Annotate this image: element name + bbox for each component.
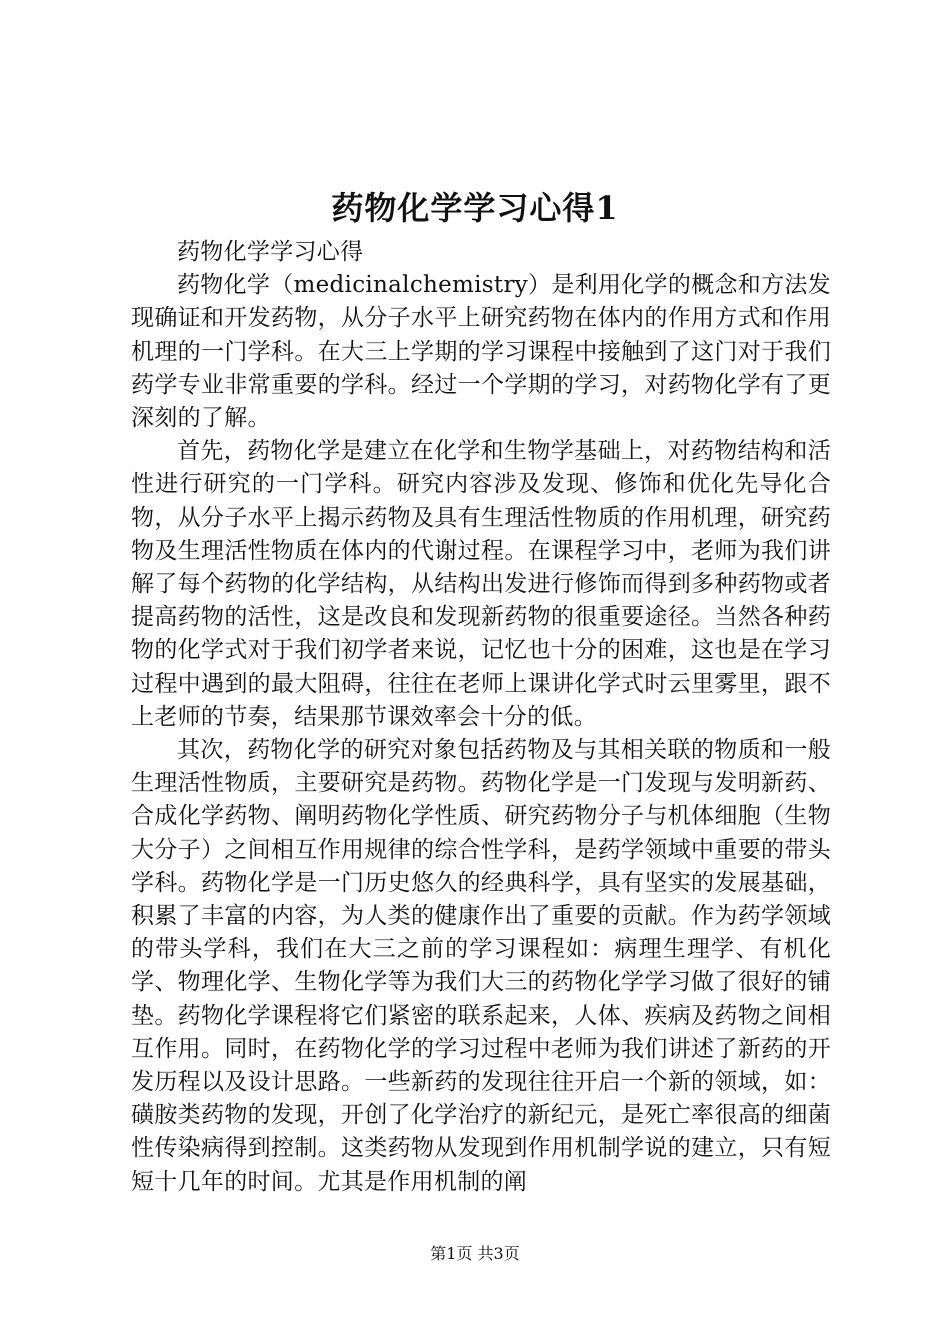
paragraph: 首先，药物化学是建立在化学和生物学基础上，对药物结构和活性进行研究的一门学科。研究内容涉及发现、修饰和优化先导化合物，从分子水平上揭示药物及具有生理活性物质的作用机理，研究药物及生理活性物质在体内的代谢过程。在课程学习中，老师为我们讲解了每个药物的化学结构，从结构出发进行修饰而得到多种药物或者提高药物的活性，这是改良和发现新药物的很重要途径。当然各种药物的化学式对于我们初学者来说，记忆也十分的困难，这也是在学习过程中遇到的最大阻碍，往往在老师上课讲化学式时云里雾里，跟不上老师的节奏，结果那节课效率会十分的低。 (131, 438, 831, 730)
document-body (131, 236, 831, 1199)
paragraph: 药物化学（medicinalchemistry）是利用化学的概念和方法发现确证和开发药物，从分子水平上研究药物在体内的作用方式和作用机理的一门学科。在大三上学期的学习课程中接触到了这门对于我们药学专业非常重要的学科。经过一个学期的学习，对药物化学有了更深刻的了解。 (131, 272, 831, 432)
paragraph: 其次，药物化学的研究对象包括药物及与其相关联的物质和一般生理活性物质，主要研究是药物。药物化学是一门发现与发明新药、合成化学药物、阐明药物化学性质、研究药物分子与机体细胞（生物大分子）之间相互作用规律的综合性学科，是药学领域中重要的带头学科。药物化学是一门历史悠久的经典科学，具有坚实的发展基础，积累了丰富的内容，为人类的健康作出了重要的贡献。作为药学领域的带头学科，我们在大三之前的学习课程如：病理生理学、有机化学、物理化学、生物化学等为我们大三的药物化学学习做了很好的铺垫。药物化学课程将它们紧密的联系起来，人体、疾病及药物之间相互作用。同时，在药物化学的学习过程中老师为我们讲述了新药的开发历程以及设计思路。一些新药的发现往往开启一个新的领域，如：磺胺类药物的发现，开创了化学治疗的新纪元，是死亡率很高的细菌性传染病得到控制。这类药物从发现到作用机制学说的建立，只有短短十几年的时间。尤其是作用机制的阐 (131, 737, 831, 1195)
document-title: 药物化学学习心得1 (331, 189, 619, 227)
page-footer: 第1页 共3页 (430, 1244, 520, 1263)
paragraph-subtitle: 药物化学学习心得 (177, 239, 364, 265)
